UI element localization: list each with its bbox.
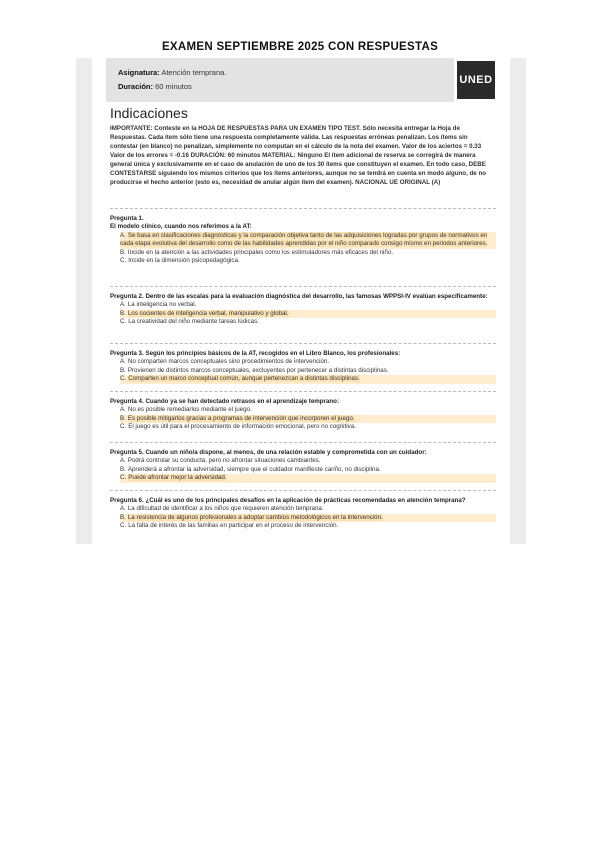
option-c: C. Puede afrontar mejor la adversidad. (120, 474, 496, 482)
option-c: C. El juego es útil para el procesamiento de información emocional, pero no cognitiva. (120, 423, 356, 431)
question-text: Dentro de las escalas para la evaluación diagnóstica del desarrollo, las famosas WPPSI-IV evalúan específicamente: (145, 293, 488, 300)
option-a: A. La dificultad de identificar a los niños que requieren atención temprana. (120, 505, 324, 513)
option-a: A. La inteligencia no verbal. (120, 301, 197, 309)
question-title: Pregunta 5. (110, 449, 144, 456)
option-a: A. Podrá controlar su conducta, pero no afrontar situaciones cambiantes. (120, 457, 321, 465)
question-1 (110, 208, 496, 265)
exam-sheet (92, 58, 510, 544)
question-text: Cuando ya se han detectado retrasos en el aprendizaje temprano: (145, 398, 340, 405)
duracion-label: Duración: (118, 82, 154, 91)
uned-logo: UNED (457, 61, 495, 99)
question-6 (110, 490, 496, 531)
question-heading (110, 293, 496, 301)
question-text: Cuando un niño/a dispone, al menos, de una relación estable y comprometida con un cuidador: (145, 449, 427, 456)
option-a: A. No comparten marcos conceptuales sino procedimientos de intervención. (120, 358, 330, 366)
asignatura-label: Asignatura: (118, 68, 160, 77)
asignatura-row (118, 68, 226, 77)
option-b: B. Provienen de distintos marcos conceptuales, excluyentes por pertenecer a distintas disciplinas. (120, 366, 389, 374)
indicaciones-heading: Indicaciones (110, 105, 188, 121)
sheet-margin-right (510, 58, 526, 544)
question-heading (110, 398, 496, 406)
option-a: A. Se basa en clasificaciones diagnósticas y la comparación objetiva tanto de las adquisiciones logradas por grupos de normativos en cada etapa evolutiva del desarrollo como de las habilidades aprendidas por el niño comparado consigo mismo en periodos anteriores. (120, 232, 496, 249)
option-c: C. Incide en la dimensión psicopedagógica. (120, 257, 240, 265)
option-b: B. La resistencia de algunos profesionales a adoptar cambios metodológicos en la intervención. (120, 514, 496, 522)
sheet-margin-left (76, 58, 92, 544)
option-b: B. Aprenderá a afrontar la adversidad, siempre que el cuidador manifieste cariño, no disciplina. (120, 465, 381, 473)
option-b: B. Los cocientes de inteligencia verbal, manipulativo y global. (120, 310, 496, 318)
duracion-row (118, 82, 192, 91)
option-c: C. La falta de interés de las familias en participar en el proceso de intervención. (120, 522, 339, 530)
question-5 (110, 442, 496, 483)
option-c: C. La creatividad del niño mediante tareas lúdicas. (120, 318, 259, 326)
question-3 (110, 343, 496, 384)
question-4 (110, 391, 496, 432)
question-title: Pregunta 6. (110, 497, 144, 504)
exam-meta-box (106, 58, 454, 102)
question-2 (110, 286, 496, 327)
question-text: Según los principios básicos de la AT, recogidos en el Libro Blanco, los profesionales: (145, 350, 401, 357)
question-title: Pregunta 3. (110, 350, 144, 357)
option-b: B. Es posible mitigarlos gracias a programas de intervención que incorporen el juego. (120, 415, 496, 423)
indicaciones-text: IMPORTANTE: Conteste en la HOJA DE RESPUESTAS PARA UN EXAMEN TIPO TEST. Sólo necesita entregar la Hoja de Respuestas. Cada ítem sólo tiene una respuesta completamente válida. Las respuestas erróneas penalizan. Los ítems sin contestar (en blanco) no penalizan, simplemente no computan en el cálculo de la nota del examen. Valor de los aciertos = 0.33 Valor de los errores = -0.16 DURACIÓN: 60 minutos MATERIAL: Ninguno El ítem adicional de reserva se corregirá de manera general única y exclusivamente en el caso de anulación de uno de los 30 ítems que constituyen el examen. En todo caso, DEBE CONTESTARSE siguiendo los mismos criterios que los ítems anteriores, aunque no se tendrá en cuenta en modo alguno, de no producirse el hecho anterior (esto es, necesidad de anular algún ítem del examen). NACIONAL UE ORIGINAL (A) (110, 125, 487, 186)
option-b: B. Incide en la atención a las actividades principales como los estimuladores más eficaces del niño. (120, 248, 394, 256)
question-text: El modelo clínico, cuando nos referimos a la AT: (110, 223, 252, 231)
question-title: Pregunta 1. (110, 215, 144, 222)
option-c: C. Comparten un marco conceptual común, aunque pertenezcan a distintas disciplinas. (120, 375, 496, 383)
option-a: A. No es posible remediarlos mediante el juego. (120, 406, 252, 414)
asignatura-value: Atención temprana. (161, 68, 227, 77)
question-heading (110, 497, 496, 505)
page-title: EXAMEN SEPTIEMBRE 2025 CON RESPUESTAS (161, 41, 439, 53)
question-heading (110, 449, 496, 457)
question-heading (110, 350, 496, 358)
question-title: Pregunta 4. (110, 398, 144, 405)
question-text: ¿Cuál es uno de los principales desafíos en la aplicación de prácticas recomendadas en atención temprana? (145, 497, 466, 504)
question-title: Pregunta 2. (110, 293, 144, 300)
duracion-value: 60 minutos (155, 82, 192, 91)
